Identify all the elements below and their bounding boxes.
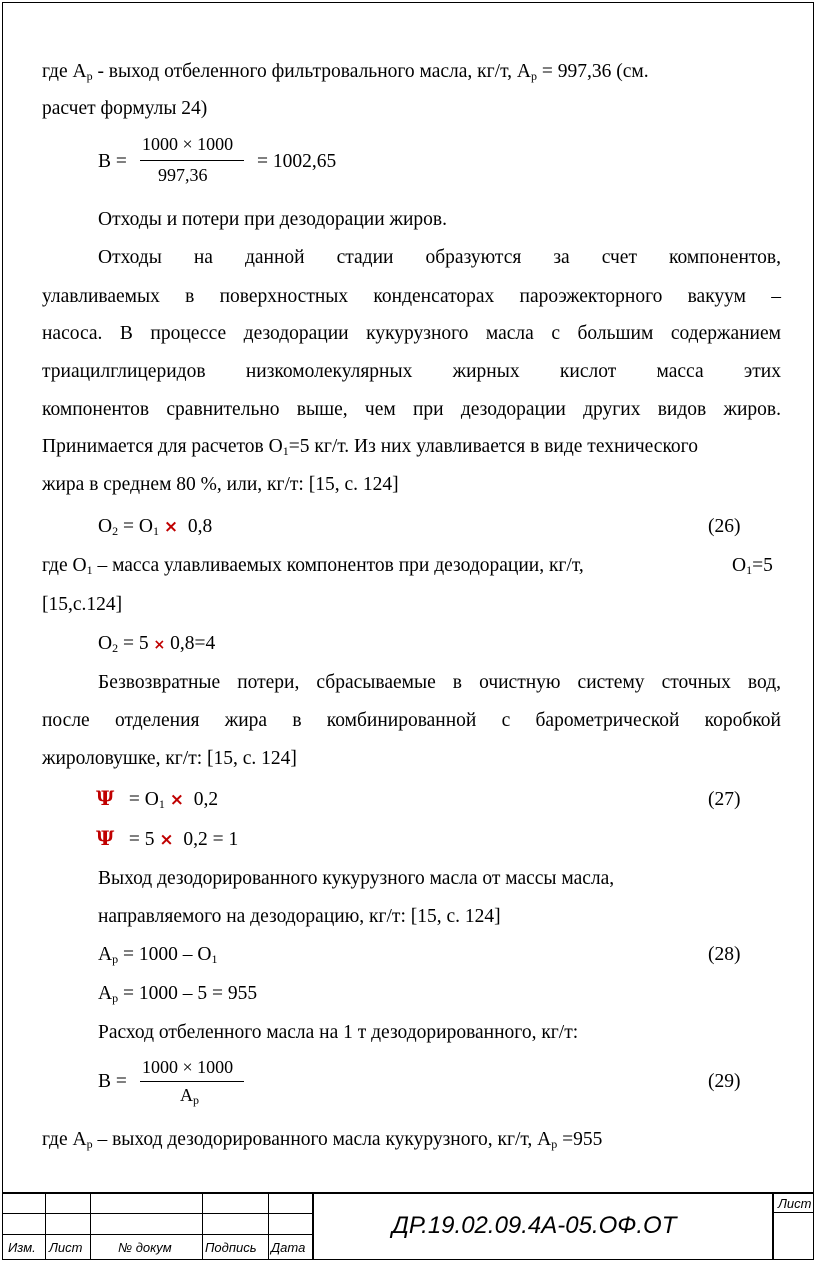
stamp-row-line xyxy=(2,1234,313,1235)
stamp-col-line xyxy=(312,1192,314,1260)
formula-28-calc: $А_р = 1000 - 5 = 955$ xyxy=(98,983,258,1005)
fraction xyxy=(140,132,246,190)
times-icon: × xyxy=(159,830,174,850)
text-line: [15,с.124] xyxy=(42,594,123,615)
formula-lhs: В = xyxy=(98,1071,127,1092)
formula-27-calc: Ψ = 5 × 0,2 = 1 xyxy=(96,826,239,850)
text-line: компонентов сравнительно выше, чем при дезодорации других видов жиров. xyxy=(42,399,781,420)
formula-26: $О_2 = О_1 \times 0,8$ xyxy=(98,516,213,538)
formula-rhs: = 1002,65 xyxy=(257,151,337,172)
formula-26-calc: $О_2 = 5 \times 0,8=4$ xyxy=(98,633,216,655)
text-line: Выход дезодорированного кукурузного масла от массы масла, xyxy=(98,868,615,889)
fraction-denominator: 997,36 xyxy=(158,165,208,185)
fraction-denominator: $А_р$ xyxy=(180,1085,199,1107)
stamp-label-sign: Подпись xyxy=(205,1240,257,1255)
fraction-numerator: 1000 × 1000 xyxy=(142,134,234,154)
times-icon: × xyxy=(169,790,184,810)
fraction xyxy=(140,1055,246,1113)
stamp-col-line xyxy=(45,1192,46,1260)
stamp-col-line xyxy=(268,1192,269,1260)
document-code: ДР.19.02.09.4А-05.ОФ.ОТ xyxy=(392,1212,677,1239)
title-block xyxy=(2,1192,814,1260)
formula-lhs: В = xyxy=(98,151,127,172)
text-line: насоса. В процессе дезодорации кукурузного масла с большим содержанием xyxy=(42,323,781,344)
stamp-row-line xyxy=(2,1213,313,1214)
times-icon: × xyxy=(153,637,166,653)
stamp-top-line xyxy=(2,1192,814,1194)
text-line: жироловушке, кг/т: [15, с. 124] xyxy=(42,748,297,769)
heading: Отходы и потери при дезодорации жиров. xyxy=(98,209,448,230)
text-line: $О_1=5$ xyxy=(732,555,773,577)
text-line: после отделения жира в комбинированной с барометрической коробкой xyxy=(42,710,781,731)
text-line: триацилглицеридов низкомолекулярных жирных кислот масса этих xyxy=(42,361,781,382)
text-line: улавливаемых в поверхностных конденсаторах пароэжекторного вакуум – xyxy=(42,286,781,307)
text-line: направляемого на дезодорацию, кг/т: [15, с. 124] xyxy=(98,906,501,927)
stamp-col-line xyxy=(202,1192,203,1260)
stamp-row-line xyxy=(772,1212,814,1213)
text-line: Расход отбеленного масла на 1 т дезодорированного, кг/т: xyxy=(98,1022,579,1043)
stamp-label-list: Лист xyxy=(49,1240,83,1255)
formula-number: (26) xyxy=(708,516,741,537)
stamp-col-line xyxy=(90,1192,91,1260)
text-line: Принимается для расчетов $О_1=5$ кг/т. Из них улавливается в виде технического xyxy=(42,436,698,458)
stamp-label-doc: № докум xyxy=(118,1240,172,1255)
text-line: где $А_р$ – выход дезодорированного масла кукурузного, кг/т, $А_р =955$ xyxy=(42,1129,603,1151)
formula-28: $А_р = 1000 - О_1$ xyxy=(98,944,218,966)
psi-icon: Ψ xyxy=(96,786,115,810)
fraction-numerator: 1000 × 1000 xyxy=(142,1057,234,1077)
psi-icon: Ψ xyxy=(96,826,115,850)
formula-27: Ψ = $О_1 \times 0,2$ xyxy=(96,786,219,811)
stamp-col-line xyxy=(772,1192,774,1260)
sheet-label: Лист xyxy=(778,1196,812,1211)
text-line: где $О_1$ – масса улавливаемых компонентов при дезодорации, кг/т, xyxy=(42,555,584,577)
text-line: где $А_р$ - выход отбеленного фильтровального масла, кг/т, $А_р = 997,36$ (см. xyxy=(42,61,649,83)
text-line: Безвозвратные потери, сбрасываемые в очистную систему сточных вод, xyxy=(98,672,781,693)
formula-number: (29) xyxy=(708,1071,741,1092)
fraction-bar xyxy=(140,1081,244,1082)
text-line: Отходы на данной стадии образуются за счет компонентов, xyxy=(98,247,781,268)
text-line: жира в среднем 80 %, или, кг/т: [15, с. 124] xyxy=(42,474,399,495)
times-icon: × xyxy=(163,517,179,537)
formula-number: (27) xyxy=(708,789,741,810)
text-line: расчет формулы 24) xyxy=(42,98,208,119)
stamp-label-date: Дата xyxy=(271,1240,306,1255)
stamp-label-izm: Изм. xyxy=(8,1240,36,1255)
fraction-bar xyxy=(140,160,244,161)
formula-number: (28) xyxy=(708,944,741,965)
